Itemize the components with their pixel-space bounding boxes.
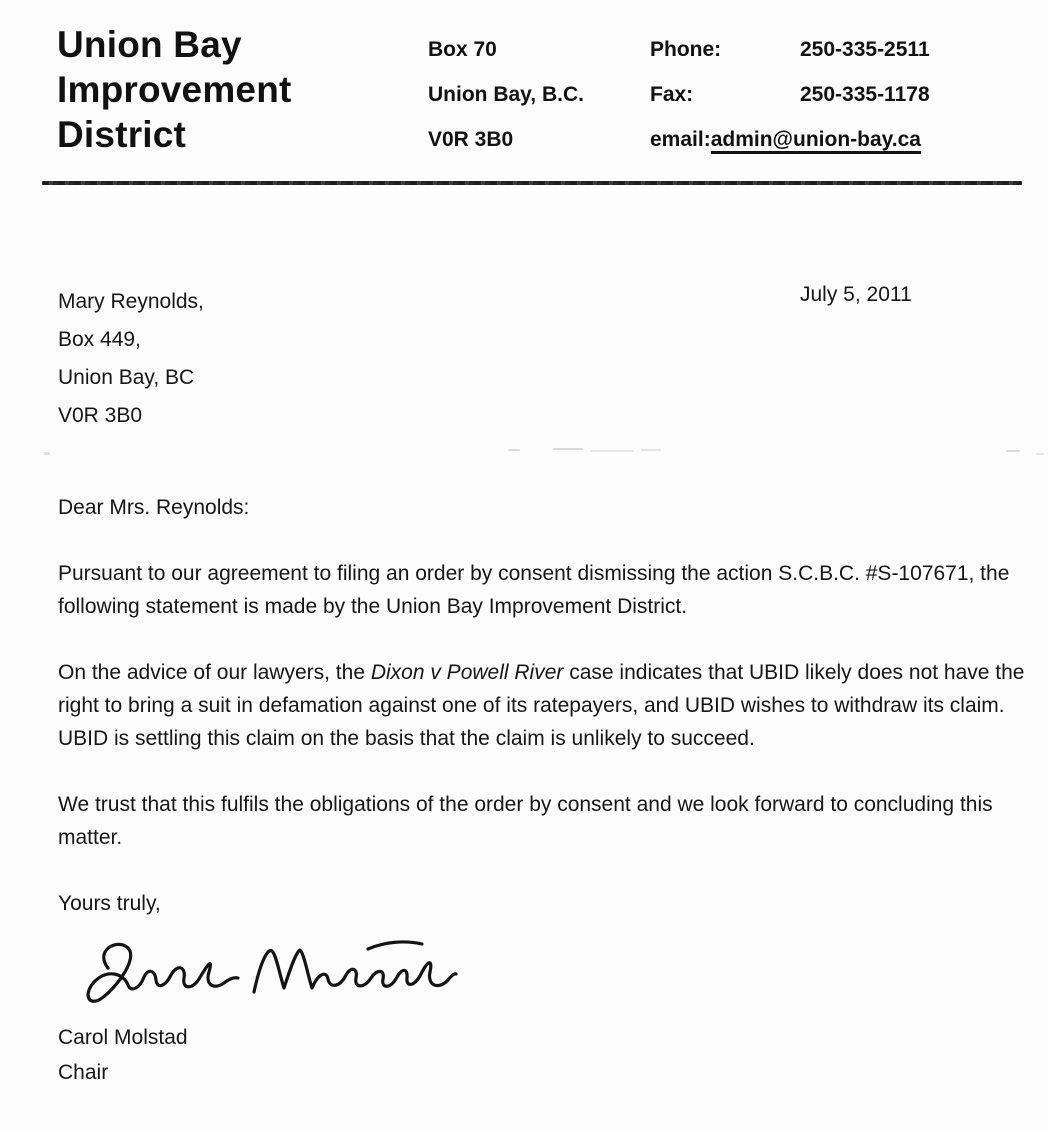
org-name-line-1: Union Bay [57,24,242,65]
paragraph-2-pre: On the advice of our lawyers, the [58,661,371,684]
paragraph-2 [58,656,1033,755]
fax-row [650,72,930,117]
fax-label: Fax: [650,83,694,106]
handwritten-signature [68,928,458,1020]
phone-label: Phone: [650,38,722,61]
letterhead [0,0,1049,185]
letterhead-contact [650,27,930,162]
letter-date: July 5, 2011 [800,283,912,306]
email-label: email: [650,128,711,151]
paragraph-2-post: case indicates that UBID likely does not have the right to bring a suit in defamation against one of its ratepayers, and UBID wishes to withdraw its claim. UBID is settling this claim on the basis that the claim is unlikely to succeed. [58,661,1031,750]
org-name-line-3: District [57,114,187,155]
letterhead-address-line-2: Union Bay, B.C. [428,83,584,106]
signature-block [58,928,1033,1020]
salutation: Dear Mrs. Reynolds: [58,496,250,519]
email-address: admin@union-bay.ca [711,128,921,154]
scan-artifact [44,452,50,455]
scan-artifact [1036,453,1044,455]
phone-row [650,27,930,72]
paragraph-1: Pursuant to our agreement to filing an order by consent dismissing the action S.C.B.C. #S-107671, the following statement is made by the Union Bay Improvement District. [58,562,1016,618]
case-name-italic: Dixon v Powell River [370,661,564,684]
email-row [650,117,930,162]
recipient-box: Box 449, [58,328,141,351]
signer-name: Carol Molstad [58,1026,188,1049]
phone-value: 250-335-2511 [800,38,930,61]
signer-title: Chair [58,1061,109,1084]
fax-value: 250-335-1178 [800,83,930,106]
paragraph-3: We trust that this fulfils the obligations of the order by consent and we look forward to concluding this matter. [58,793,999,849]
recipient-city: Union Bay, BC [58,366,195,389]
letterhead-address-line-1: Box 70 [428,38,497,61]
letterhead-address-line-3: V0R 3B0 [428,128,514,151]
org-name-line-2: Improvement [57,69,292,110]
recipient-postal-code: V0R 3B0 [58,404,143,427]
recipient-name: Mary Reynolds, [58,290,204,313]
letterhead-address [428,27,584,162]
org-name [57,22,292,157]
closing: Yours truly, [58,892,161,915]
letter-body [58,185,1033,1090]
address-date-row [58,283,1033,435]
